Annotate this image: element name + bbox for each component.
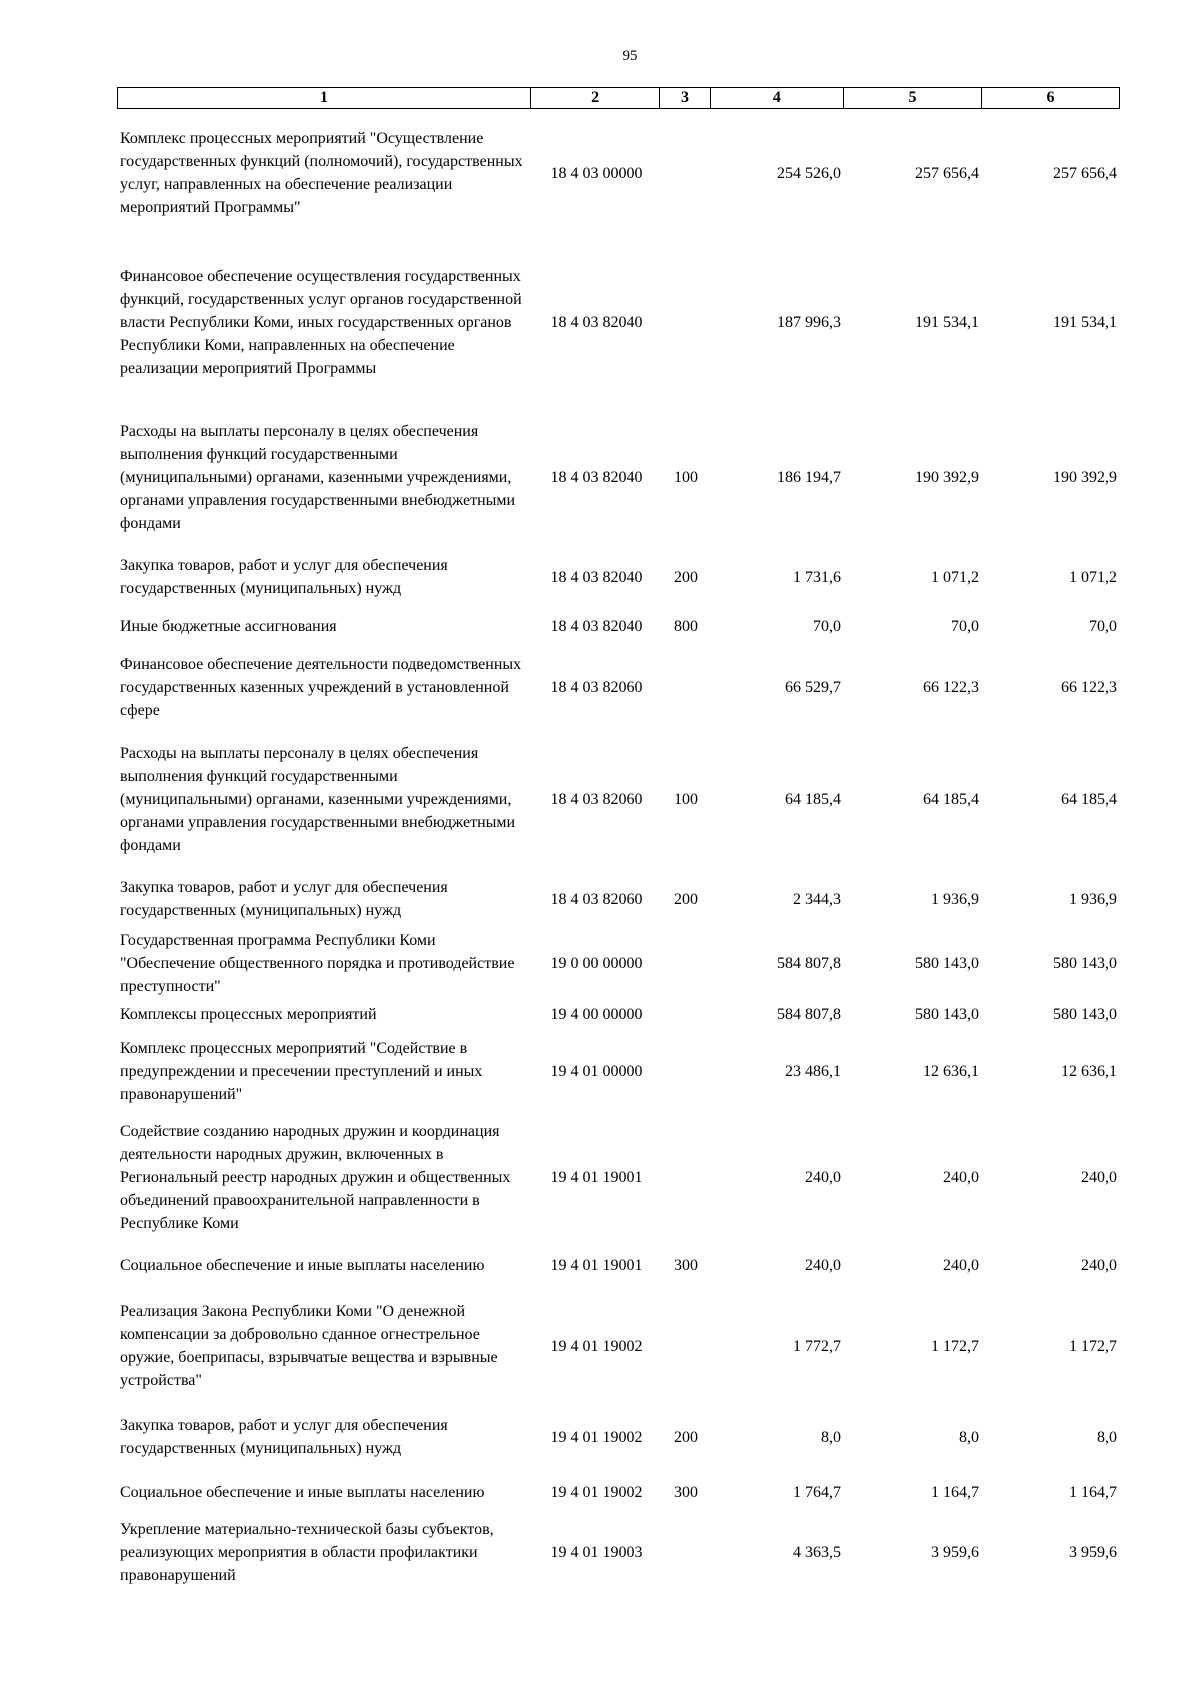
row-value-col6: 12 636,1: [1061, 1062, 1117, 1080]
budget-table: [117, 87, 1120, 1589]
row-value-col5: 1 164,7: [931, 1483, 979, 1501]
column-header-3: 3: [660, 88, 711, 108]
table-row: [117, 407, 1120, 547]
row-value-col5: 1 936,9: [931, 890, 979, 908]
row-description: Финансовое обеспечение деятельности подведомственных государственных казенных учреждений в установленной сфере: [120, 655, 522, 719]
row-value-col4: 584 807,8: [777, 954, 841, 972]
table-row: [117, 1031, 1120, 1111]
row-value-col5: 190 392,9: [915, 468, 979, 486]
table-row: [117, 109, 1120, 237]
column-header-1: 1: [118, 88, 531, 108]
row-value-col4: 254 526,0: [777, 164, 841, 182]
row-value-col6: 257 656,4: [1053, 164, 1117, 182]
row-code: 18 4 03 82060: [550, 890, 643, 908]
column-header-6: 6: [1046, 89, 1055, 106]
table-row: [117, 607, 1120, 645]
row-value-col6: 580 143,0: [1053, 954, 1117, 972]
row-value-col5: 8,0: [959, 1428, 979, 1446]
row-code: 19 4 01 19001: [550, 1256, 643, 1274]
row-code: 19 4 01 19002: [550, 1483, 643, 1501]
row-code: 18 4 03 82060: [550, 678, 643, 696]
row-value-col6: 1 071,2: [1069, 568, 1117, 586]
row-value-col5: 191 534,1: [915, 313, 979, 331]
row-value-col4: 584 807,8: [777, 1005, 841, 1023]
row-value-col5: 66 122,3: [923, 678, 979, 696]
row-value-col4: 8,0: [821, 1428, 841, 1446]
row-type: 200: [674, 1428, 698, 1446]
row-description: Иные бюджетные ассигнования: [120, 617, 337, 635]
row-value-col4: 66 529,7: [785, 678, 841, 696]
row-value-col5: 1 172,7: [931, 1337, 979, 1355]
row-description: Комплекс процессных мероприятий "Осуществление государственных функций (полномочий), государственных услуг, направленных на обеспечение реализации мероприятий Программы": [120, 130, 523, 216]
row-value-col4: 1 731,6: [793, 568, 841, 586]
column-header-2: 2: [531, 88, 660, 108]
column-header-4: 4: [711, 88, 844, 108]
table-row: [117, 237, 1120, 407]
row-value-col6: 191 534,1: [1053, 313, 1117, 331]
row-value-col6: 66 122,3: [1061, 678, 1117, 696]
table-row: [117, 1515, 1120, 1589]
table-row: [117, 547, 1120, 607]
table-row: [117, 869, 1120, 929]
table-row: [117, 1287, 1120, 1405]
row-value-col5: 3 959,6: [931, 1543, 979, 1561]
row-code: 18 4 03 82040: [550, 617, 643, 635]
row-value-col5: 580 143,0: [915, 1005, 979, 1023]
row-value-col5: 240,0: [943, 1256, 979, 1274]
row-value-col6: 1 164,7: [1069, 1483, 1117, 1501]
row-value-col5: 240,0: [943, 1168, 979, 1186]
row-code: 19 4 01 19002: [550, 1428, 643, 1446]
row-value-col6: 64 185,4: [1061, 790, 1117, 808]
row-value-col4: 70,0: [813, 617, 841, 635]
row-value-col5: 70,0: [951, 617, 979, 635]
row-description: Комплекс процессных мероприятий "Содействие в предупреждении и пресечении преступлений и иных правонарушений": [120, 1039, 483, 1103]
row-value-col5: 12 636,1: [923, 1062, 979, 1080]
row-type: 200: [674, 890, 698, 908]
row-value-col4: 186 194,7: [777, 468, 841, 486]
table-row: [117, 1469, 1120, 1515]
table-row: [117, 1405, 1120, 1469]
page-number: 95: [622, 48, 638, 64]
row-description: Закупка товаров, работ и услуг для обеспечения государственных (муниципальных) нужд: [120, 557, 448, 597]
row-value-col4: 2 344,3: [793, 890, 841, 908]
row-value-col5: 257 656,4: [915, 164, 979, 182]
row-value-col4: 1 764,7: [793, 1483, 841, 1501]
row-description: Финансовое обеспечение осуществления государственных функций, государственных услуг органов государственной власти Республики Коми, иных государственных органов Республики Коми, направленных на обеспечение реализации мероприятий Программы: [120, 267, 522, 377]
row-description: Социальное обеспечение и иные выплаты населению: [120, 1256, 485, 1274]
row-value-col4: 240,0: [805, 1256, 841, 1274]
row-description: Расходы на выплаты персоналу в целях обеспечения выполнения функций государственными (муниципальными) органами, казенными учреждениями, органами управления государственными внебюджетными фондами: [120, 744, 516, 854]
row-value-col6: 70,0: [1089, 617, 1117, 635]
row-description: Реализация Закона Республики Коми "О денежной компенсации за добровольно сданное огнестрельное оружие, боеприпасы, взрывчатые вещества и взрывные устройства": [120, 1303, 498, 1389]
table-row: [117, 645, 1120, 729]
column-header-5: 5: [844, 88, 982, 108]
row-value-col4: 1 772,7: [793, 1337, 841, 1355]
row-description: Расходы на выплаты персоналу в целях обеспечения выполнения функций государственными (муниципальными) органами, казенными учреждениями, органами управления государственными внебюджетными фондами: [120, 422, 516, 532]
row-code: 19 4 01 00000: [550, 1062, 643, 1080]
row-value-col6: 240,0: [1081, 1256, 1117, 1274]
row-code: 18 4 03 82060: [550, 790, 643, 808]
row-description: Социальное обеспечение и иные выплаты населению: [120, 1483, 485, 1501]
row-code: 18 4 03 82040: [550, 313, 643, 331]
row-code: 19 4 01 19002: [550, 1337, 643, 1355]
row-value-col4: 4 363,5: [793, 1543, 841, 1561]
table-row: [117, 729, 1120, 869]
row-type: 100: [674, 790, 698, 808]
row-value-col6: 1 172,7: [1069, 1337, 1117, 1355]
row-description: Закупка товаров, работ и услуг для обеспечения государственных (муниципальных) нужд: [120, 879, 448, 919]
table-header: [117, 87, 1120, 109]
row-code: 19 4 01 19001: [550, 1168, 643, 1186]
row-code: 19 4 00 00000: [550, 1005, 643, 1023]
row-value-col6: 3 959,6: [1069, 1543, 1117, 1561]
row-description: Укрепление материально-технической базы субъектов, реализующих мероприятия в области профилактики правонарушений: [120, 1520, 494, 1584]
row-description: Государственная программа Республики Коми "Обеспечение общественного порядка и противодействие преступности": [120, 931, 515, 995]
row-value-col4: 187 996,3: [777, 313, 841, 331]
row-description: Закупка товаров, работ и услуг для обеспечения государственных (муниципальных) нужд: [120, 1417, 448, 1457]
table-row: [117, 929, 1120, 997]
row-value-col5: 1 071,2: [931, 568, 979, 586]
row-value-col6: 240,0: [1081, 1168, 1117, 1186]
row-description: Содействие созданию народных дружин и координация деятельности народных дружин, включенных в Региональный реестр народных дружин и общественных объединений правоохранительной направленности в Республике Коми: [120, 1122, 511, 1232]
row-description: Комплексы процессных мероприятий: [120, 1005, 377, 1023]
row-value-col4: 64 185,4: [785, 790, 841, 808]
table-row: [117, 1111, 1120, 1243]
row-value-col4: 23 486,1: [785, 1062, 841, 1080]
row-value-col6: 580 143,0: [1053, 1005, 1117, 1023]
table-body: [117, 109, 1120, 1589]
row-type: 300: [674, 1483, 698, 1501]
row-type: 800: [674, 617, 698, 635]
table-row: [117, 997, 1120, 1031]
row-type: 300: [674, 1256, 698, 1274]
row-value-col6: 1 936,9: [1069, 890, 1117, 908]
row-value-col6: 190 392,9: [1053, 468, 1117, 486]
row-type: 200: [674, 568, 698, 586]
row-value-col6: 8,0: [1097, 1428, 1117, 1446]
row-value-col5: 580 143,0: [915, 954, 979, 972]
table-row: [117, 1243, 1120, 1287]
row-type: 100: [674, 468, 698, 486]
row-code: 19 4 01 19003: [550, 1543, 643, 1561]
row-code: 18 4 03 82040: [550, 468, 643, 486]
row-value-col5: 64 185,4: [923, 790, 979, 808]
row-code: 18 4 03 82040: [550, 568, 643, 586]
row-code: 19 0 00 00000: [550, 954, 643, 972]
row-value-col4: 240,0: [805, 1168, 841, 1186]
row-code: 18 4 03 00000: [550, 164, 643, 182]
